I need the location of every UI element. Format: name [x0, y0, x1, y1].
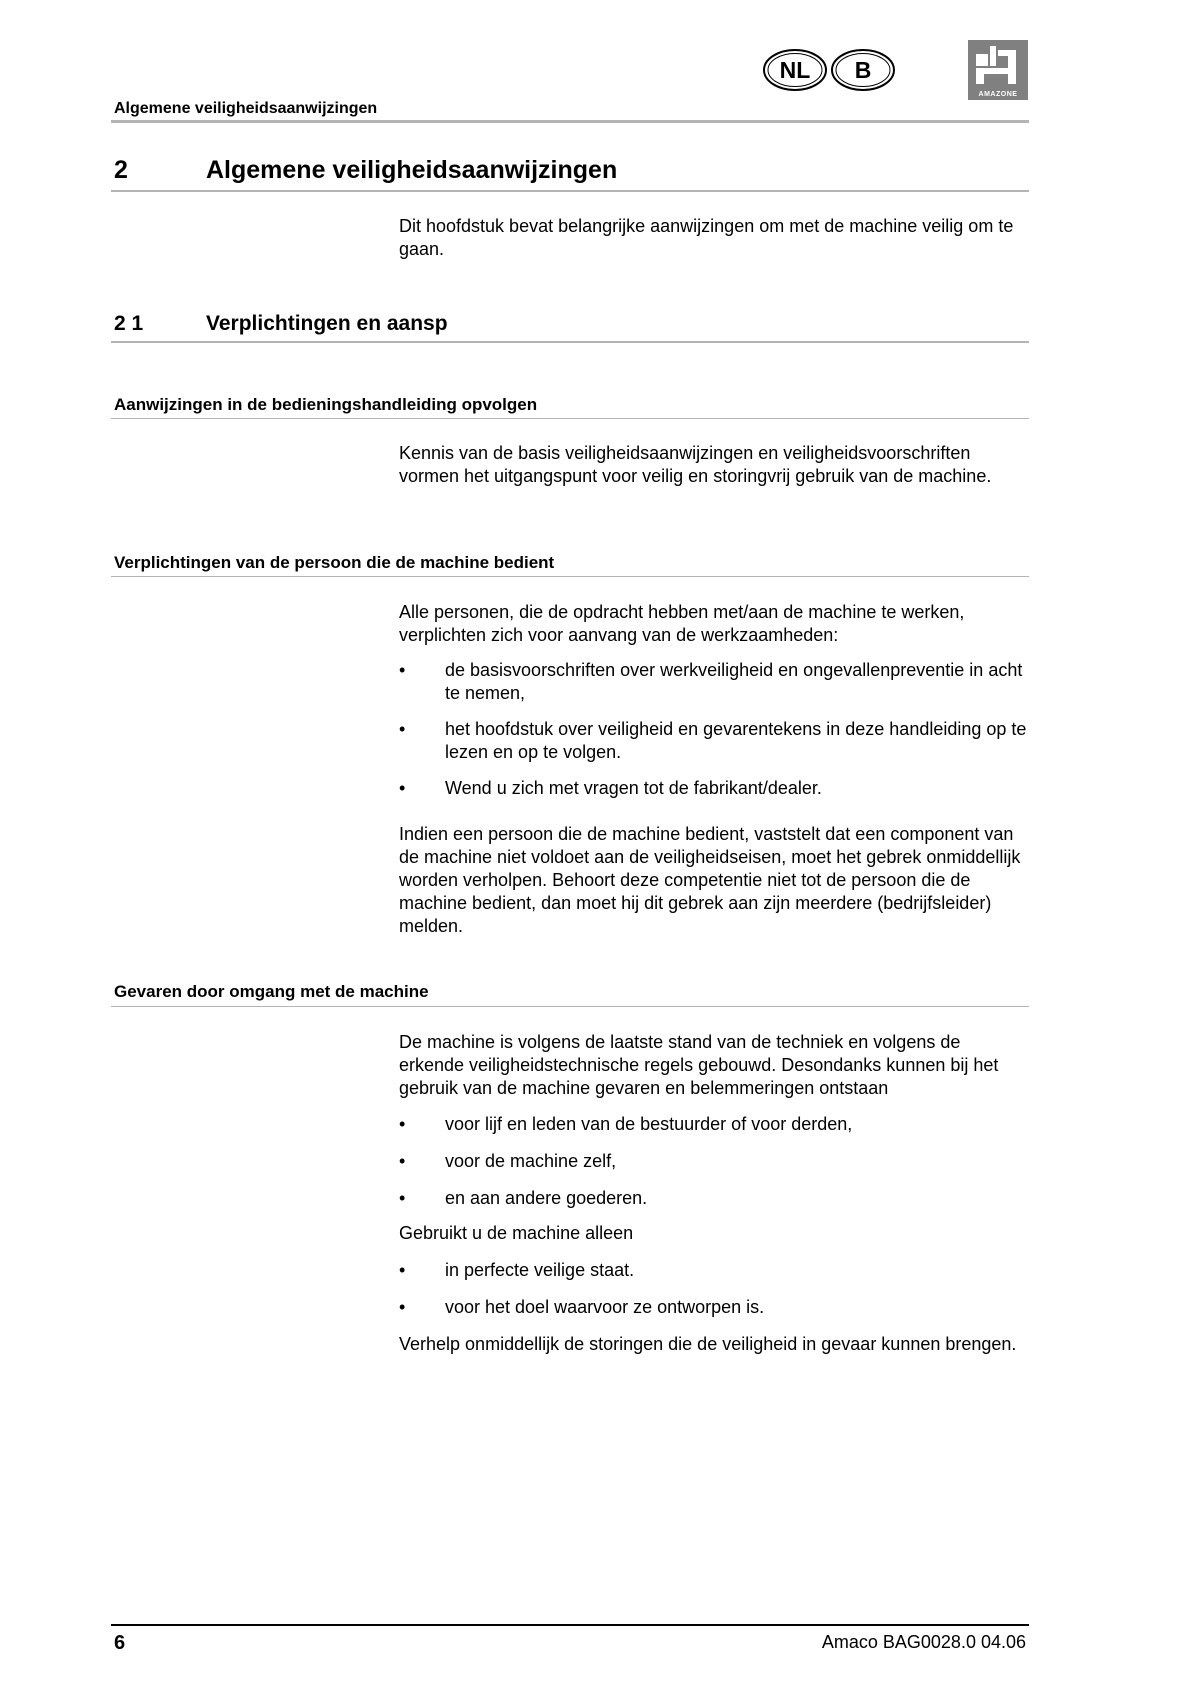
section-rule	[111, 341, 1029, 343]
list-item: • en aan andere goederen.	[399, 1188, 648, 1208]
list-item: • voor lijf en leden van de bestuurder of voor derden,	[399, 1114, 853, 1134]
paragraph: Kennis van de basis veiligheidsaanwijzingen en veiligheidsvoorschriften vormen het uitgangspunt voor veilig en storingvrij gebruik van de machine.	[399, 443, 992, 486]
country-badges	[762, 48, 898, 92]
list-item: • in perfecte veilige staat.	[399, 1260, 635, 1280]
subsection-title: Verplichtingen van de persoon die de machine bedient	[114, 553, 555, 572]
bullet-icon: •	[399, 1188, 406, 1208]
list-item: • de basisvoorschriften over werkveiligheid en ongevallenpreventie in acht te nemen,	[399, 660, 1023, 703]
subsection-body	[399, 442, 1029, 488]
bullet-icon: •	[399, 1260, 406, 1280]
page-number: 6	[114, 1632, 126, 1654]
bullet-icon: •	[399, 660, 406, 680]
subsection-body	[399, 601, 1029, 938]
paragraph: De machine is volgens de laatste stand van de techniek en volgens de erkende veiligheidstechnische regels gebouwd. Desondanks kunnen bij het gebruik van de machine gevaren en belemmeringen ontstaan	[399, 1032, 999, 1098]
header-rule	[111, 120, 1029, 123]
bullet-icon: •	[399, 1297, 406, 1317]
running-header: Algemene veiligheidsaanwijzingen	[114, 100, 378, 117]
bullet-icon: •	[399, 1151, 406, 1171]
paragraph: Verhelp onmiddellijk de storingen die de veiligheid in gevaar kunnen brengen.	[399, 1334, 1017, 1354]
list-item: • het hoofdstuk over veiligheid en gevarentekens in deze handleiding op te lezen en op te volgen.	[399, 719, 1027, 762]
bullet-icon: •	[399, 719, 406, 739]
tractor-figure-icon	[968, 40, 1028, 90]
list-item: • voor het doel waarvoor ze ontworpen is.	[399, 1297, 765, 1317]
chapter-title: Algemene veiligheidsaanwijzingen	[206, 156, 618, 184]
section-number: 2 1	[114, 312, 144, 335]
list-item: • Wend u zich met vragen tot de fabrikant/dealer.	[399, 778, 822, 798]
list-item: • voor de machine zelf,	[399, 1151, 617, 1171]
intro-paragraph: Dit hoofdstuk bevat belangrijke aanwijzingen om met de machine veilig om te gaan.	[399, 216, 1014, 259]
bullet-icon: •	[399, 778, 406, 798]
subsection-rule	[111, 576, 1029, 577]
subsection-rule	[111, 1006, 1029, 1007]
chapter-intro	[399, 215, 1029, 261]
subsection-title: Aanwijzingen in de bedieningshandleiding opvolgen	[114, 395, 538, 414]
bullet-list	[399, 659, 1029, 800]
paragraph: Indien een persoon die de machine bedient, vaststelt dat een component van de machine niet voldoet aan de veiligheidseisen, moet het gebrek onmiddellijk worden verholpen. Behoort deze competentie niet tot de persoon die de machine bedient, dan moet hij dit gebrek aan zijn meerdere (bedrijfsleider) melden.	[399, 824, 1021, 936]
footer-rule	[111, 1624, 1029, 1626]
amazone-logo	[968, 40, 1028, 100]
bullet-icon: •	[399, 1114, 406, 1134]
bullet-list	[399, 1113, 1029, 1210]
subsection-body	[399, 1031, 1029, 1356]
paragraph: Alle personen, die de opdracht hebben met/aan de machine te werken, verplichten zich voor aanvang van de werkzaamheden:	[399, 602, 965, 645]
badge-nl: NL	[779, 57, 811, 83]
subsection-title: Gevaren door omgang met de machine	[114, 982, 429, 1001]
subsection-rule	[111, 418, 1029, 419]
document-reference: Amaco BAG0028.0 04.06	[821, 1632, 1026, 1652]
badge-b: B	[854, 57, 872, 83]
paragraph: Gebruikt u de machine alleen	[399, 1223, 634, 1243]
section-title: Verplichtingen en aansp	[206, 312, 448, 335]
chapter-rule	[111, 190, 1029, 192]
bullet-list	[399, 1259, 1029, 1319]
logo-text: AMAZONE	[978, 91, 1018, 98]
chapter-number: 2	[114, 156, 128, 184]
